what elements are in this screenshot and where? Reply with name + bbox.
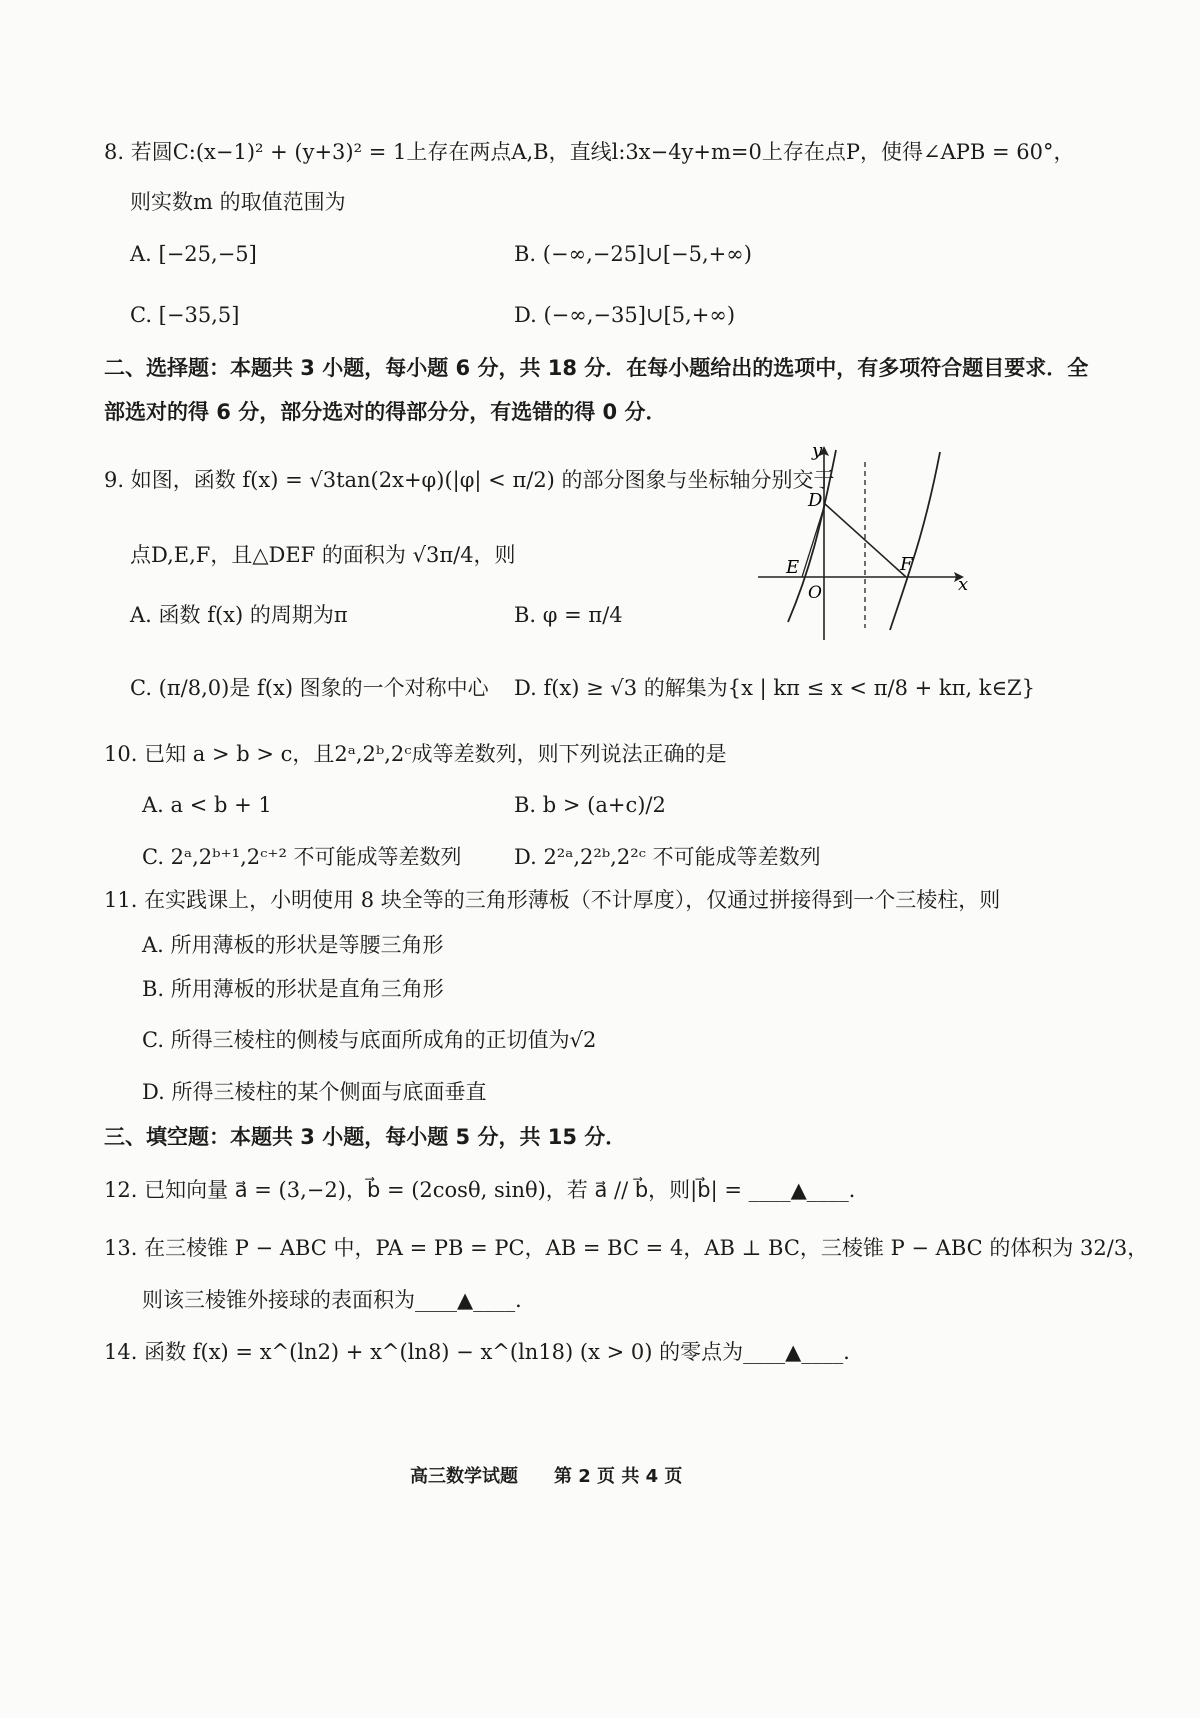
q10-option-a: A. a < b + 1 bbox=[142, 793, 272, 817]
segment-df bbox=[825, 504, 906, 577]
page-footer: 高三数学试题 第 2 页 共 4 页 bbox=[410, 1466, 683, 1487]
q13-stem-line1: 13. 在三棱锥 P − ABC 中，PA = PB = PC，AB = BC = 4，AB ⊥ BC，三棱锥 P − ABC 的体积为 32/3， bbox=[104, 1236, 1149, 1260]
q12-stem: 12. 已知向量 a⃗ = (3,−2)，b⃗ = (2cosθ, sinθ)，若 a⃗ // b⃗，则|b⃗| = ____▲____． bbox=[104, 1178, 870, 1202]
q14-stem: 14. 函数 f(x) = x^(ln2) + x^(ln8) − x^(ln18) (x > 0) 的零点为____▲____． bbox=[104, 1340, 865, 1364]
q8-option-a: A. [−25,−5] bbox=[130, 242, 257, 266]
graph-label-y: y bbox=[812, 440, 823, 461]
q8-stem-line2: 则实数m 的取值范围为 bbox=[130, 190, 346, 214]
q11-option-d: D. 所得三棱柱的某个侧面与底面垂直 bbox=[142, 1080, 487, 1104]
graph-label-e: E bbox=[786, 557, 800, 578]
q10-option-d: D. 2²ᵃ,2²ᵇ,2²ᶜ 不可能成等差数列 bbox=[514, 845, 821, 869]
q9-stem-line2: 点D,E,F，且△DEF 的面积为 √3π/4，则 bbox=[130, 543, 516, 567]
q11-option-c: C. 所得三棱柱的侧棱与底面所成角的正切值为√2 bbox=[142, 1028, 597, 1052]
segment-de bbox=[802, 504, 825, 577]
q9-stem-line1: 9. 如图，函数 f(x) = √3tan(2x+φ)(|φ| < π/2) 的部分图象与坐标轴分别交于 bbox=[104, 468, 835, 492]
q9-function-graph bbox=[750, 440, 980, 650]
q8-option-c: C. [−35,5] bbox=[130, 303, 240, 327]
q11-option-b: B. 所用薄板的形状是直角三角形 bbox=[142, 977, 444, 1001]
q9-option-a: A. 函数 f(x) 的周期为π bbox=[130, 603, 348, 627]
tan-branch-right bbox=[890, 452, 940, 630]
graph-label-o: O bbox=[808, 583, 822, 603]
q13-stem-line2: 则该三棱锥外接球的表面积为____▲____． bbox=[142, 1288, 537, 1312]
q9-option-d: D. f(x) ≥ √3 的解集为{x | kπ ≤ x < π/8 + kπ, k∈Z} bbox=[514, 676, 1035, 700]
section2-heading-line2: 部选对的得 6 分，部分选对的得部分分，有选错的得 0 分． bbox=[104, 400, 667, 424]
q10-option-b: B. b > (a+c)/2 bbox=[514, 793, 666, 817]
q10-option-c: C. 2ᵃ,2ᵇ⁺¹,2ᶜ⁺² 不可能成等差数列 bbox=[142, 845, 462, 869]
q8-stem-line1: 8. 若圆C:(x−1)² + (y+3)² = 1上存在两点A,B，直线l:3x−4y+m=0上存在点P，使得∠APB = 60°， bbox=[104, 140, 1075, 164]
q9-option-b: B. φ = π/4 bbox=[514, 603, 623, 627]
graph-label-d: D bbox=[808, 490, 823, 511]
section2-heading-line1: 二、选择题：本题共 3 小题，每小题 6 分，共 18 分．在每小题给出的选项中，有多项符合题目要求．全 bbox=[104, 356, 1089, 380]
q9-option-c: C. (π/8,0)是 f(x) 图象的一个对称中心 bbox=[130, 676, 489, 700]
q8-option-d: D. (−∞,−35]∪[5,+∞) bbox=[514, 303, 736, 327]
q11-stem: 11. 在实践课上，小明使用 8 块全等的三角形薄板（不计厚度），仅通过拼接得到一个三棱柱，则 bbox=[104, 888, 1001, 912]
graph-label-f: F bbox=[900, 554, 913, 575]
graph-label-x: x bbox=[958, 574, 969, 595]
section3-heading: 三、填空题：本题共 3 小题，每小题 5 分，共 15 分． bbox=[104, 1125, 627, 1149]
q10-stem: 10. 已知 a > b > c，且2ᵃ,2ᵇ,2ᶜ成等差数列，则下列说法正确的是 bbox=[104, 742, 727, 766]
q8-option-b: B. (−∞,−25]∪[−5,+∞) bbox=[514, 242, 752, 266]
q11-option-a: A. 所用薄板的形状是等腰三角形 bbox=[142, 933, 444, 957]
